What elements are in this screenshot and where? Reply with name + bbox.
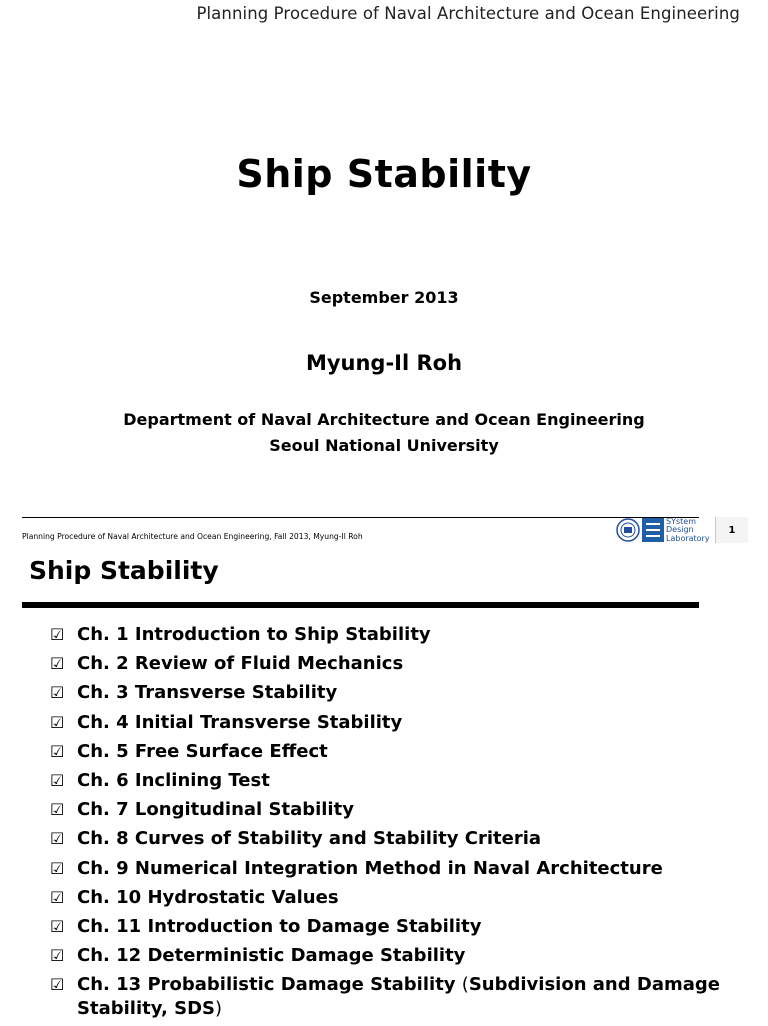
list-item	[50, 944, 750, 968]
chapter-title: Ch. 10 Hydrostatic Values	[77, 886, 339, 908]
logo-line: SYstem	[666, 517, 696, 526]
chapter-list	[50, 623, 750, 1026]
lab-logo-icon	[642, 518, 664, 542]
list-item	[50, 973, 750, 1021]
author-name: Myung-Il Roh	[305, 351, 463, 375]
list-item	[50, 915, 750, 939]
list-item	[50, 886, 750, 910]
slide-course-footer: Planning Procedure of Naval Architecture and Ocean Engineering, Fall 2013, Myung-Il Roh	[22, 532, 363, 541]
list-item	[50, 681, 750, 705]
section-title: Ship Stability	[29, 556, 219, 585]
course-header: Planning Procedure of Naval Architecture and Ocean Engineering	[196, 4, 740, 23]
chapter-title: Ch. 7 Longitudinal Stability	[77, 799, 354, 821]
presentation-date: September 2013	[309, 288, 459, 307]
chapter-title-continued	[77, 997, 750, 1021]
logo-line: Design	[666, 525, 694, 535]
university-emblem-icon	[616, 518, 640, 542]
list-item	[50, 740, 750, 764]
chapter-title: Ch. 3 Transverse Stability	[77, 682, 338, 704]
page-title: Ship Stability	[236, 152, 532, 196]
logo-line: Laboratory	[666, 533, 710, 543]
list-item	[50, 711, 750, 735]
list-item	[50, 857, 750, 881]
lab-logo-text	[666, 518, 716, 543]
checkbox-icon: ☑	[50, 946, 65, 966]
checkbox-icon: ☑	[50, 858, 65, 878]
checkbox-icon: ☑	[50, 916, 65, 936]
checkbox-icon: ☑	[50, 770, 65, 790]
checkbox-icon: ☑	[50, 625, 65, 644]
checkbox-icon: ☑	[50, 800, 65, 820]
checkbox-icon: ☑	[50, 683, 65, 703]
checkbox-icon: ☑	[50, 887, 65, 907]
chapter-title: Ch. 4 Initial Transverse Stability	[77, 711, 403, 733]
chapter-title: Ch. 12 Deterministic Damage Stability	[77, 945, 466, 967]
page-number: 1	[715, 517, 748, 543]
chapter-subtitle: Stability, SDS	[77, 998, 216, 1020]
list-item	[50, 652, 750, 676]
chapter-title: Ch. 2 Review of Fluid Mechanics	[77, 653, 404, 675]
checkbox-icon: ☑	[50, 654, 65, 674]
slide-top-rule	[22, 517, 699, 518]
checkbox-icon: ☑	[50, 741, 65, 761]
chapter-title: Ch. 8 Curves of Stability and Stability Criteria	[77, 828, 542, 850]
list-item	[50, 827, 750, 851]
university-name: Seoul National University	[269, 436, 499, 455]
checkbox-icon: ☑	[50, 975, 65, 995]
chapter-title: Ch. 5 Free Surface Effect	[77, 740, 328, 762]
chapter-title: Ch. 11 Introduction to Damage Stability	[77, 915, 482, 937]
checkbox-icon: ☑	[50, 712, 65, 732]
checkbox-icon: ☑	[50, 829, 65, 849]
list-item	[50, 769, 750, 793]
department-name: Department of Naval Architecture and Ocean Engineering	[123, 410, 645, 429]
chapter-paren-open: (	[461, 974, 469, 996]
chapter-subtitle: Subdivision and Damage	[468, 974, 720, 996]
chapter-title: Ch. 6 Inclining Test	[77, 769, 270, 791]
section-divider	[22, 602, 699, 608]
list-item	[50, 623, 750, 647]
chapter-paren-close: )	[215, 998, 223, 1020]
chapter-title: Ch. 13 Probabilistic Damage Stability	[77, 974, 462, 996]
list-item	[50, 798, 750, 822]
chapter-title: Ch. 9 Numerical Integration Method in Naval Architecture	[77, 857, 663, 879]
chapter-title: Ch. 1 Introduction to Ship Stability	[77, 624, 431, 645]
